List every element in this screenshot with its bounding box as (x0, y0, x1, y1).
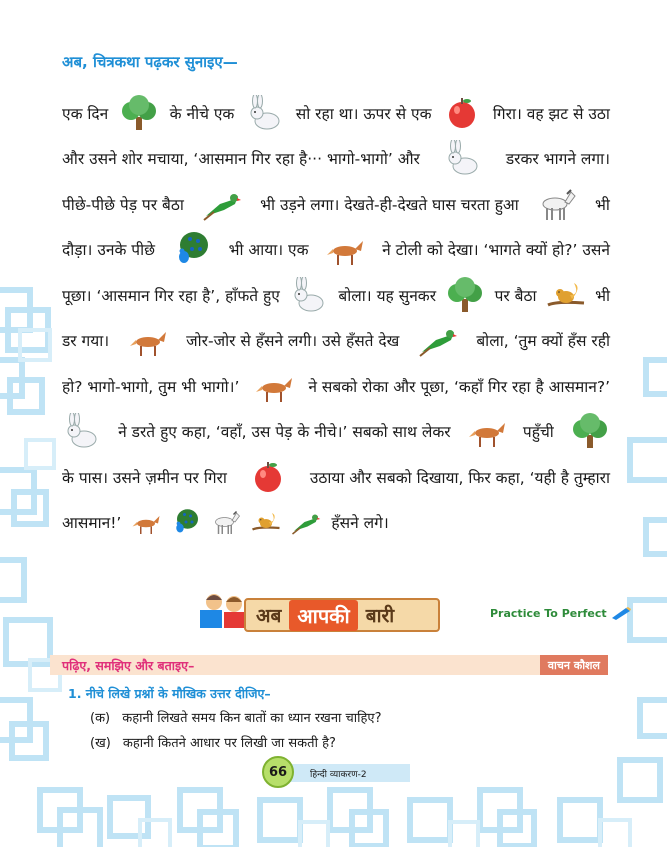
pencil-icon (610, 606, 632, 620)
story-text: पर बैठा (494, 286, 537, 305)
story-text: जोर-जोर से हँसने लगी। उसे हँसते देख (186, 332, 400, 351)
question-text: कहानी लिखते समय किन बातों का ध्यान रखना चाहिए? (122, 711, 382, 726)
fox-icon (467, 413, 507, 449)
book-title: हिन्दी व्याकरण-2 (310, 769, 367, 780)
story-text: दौड़ा। उनके पीछे (62, 241, 155, 260)
story-line-7 (62, 363, 610, 409)
apple-icon (248, 459, 288, 495)
rabbit-icon (289, 277, 329, 313)
story-text: पूछा। ‘आसमान गिर रहा है’, हाँफते हुए (62, 286, 280, 305)
tree-icon (570, 413, 610, 449)
story-line-8 (62, 409, 610, 455)
fox-icon (254, 368, 294, 404)
story-line-5 (62, 272, 610, 318)
practice-to-perfect-label (490, 606, 632, 620)
question-item (90, 733, 336, 751)
banner-word-2: आपकी (289, 600, 357, 631)
story-line-3 (62, 181, 610, 227)
parrot-icon (291, 504, 321, 540)
footer-bar (290, 764, 410, 782)
story-line-2 (62, 136, 610, 182)
story-text: के नीचे एक (169, 104, 235, 123)
page-footer (262, 756, 412, 788)
banner-plate (244, 598, 440, 632)
story-text: भी आया। एक (228, 241, 309, 260)
practice-text: Practice To Perfect (490, 606, 607, 620)
story-text: डरकर भागने लगा। (505, 150, 610, 169)
story-text: भी (595, 195, 610, 214)
parrot-icon (202, 186, 242, 222)
fox-icon (128, 322, 168, 358)
children-reading-icon (198, 588, 250, 634)
tree-icon (119, 95, 159, 131)
story-text: हँसने लगे। (331, 514, 389, 533)
question-label: (ख) (90, 736, 111, 751)
story-text: सो रहा था। ऊपर से एक (295, 104, 432, 123)
tree-icon (445, 277, 485, 313)
story-line-4 (62, 227, 610, 273)
story-text: और उसने शोर मचाया, ‘आसमान गिर रहा है··· भागो-भागो’ और (62, 150, 420, 169)
horse-icon (537, 186, 577, 222)
parrot-icon (418, 322, 458, 358)
rabbit-icon (245, 95, 285, 131)
story-text: ने सबको रोका और पूछा, ‘कहाँ गिर रहा है आसमान?’ (308, 377, 610, 396)
horse-icon (211, 504, 241, 540)
banner-word-1: अब (256, 605, 282, 627)
story-line-10 (62, 500, 610, 546)
page-number: 66 (262, 756, 294, 788)
fox-icon (131, 504, 161, 540)
story-text: गिरा। वह झट से उठा (492, 104, 610, 123)
story-text: आसमान!’ (62, 514, 122, 533)
story-text: के पास। उसने ज़मीन पर गिरा (62, 468, 227, 487)
intro-heading: अब, चित्रकथा पढ़कर सुनाइए— (62, 53, 238, 71)
story-text: डर गया। (62, 332, 110, 351)
story-text: भी (595, 286, 610, 305)
question-heading: 1. नीचे लिखे प्रश्नों के मौखिक उत्तर दीजिए– (68, 686, 271, 701)
section-title: पढ़िए, समझिए और बताइए– (62, 657, 195, 673)
rabbit-icon (62, 413, 102, 449)
story-text: एक दिन (62, 104, 109, 123)
story-passage (62, 90, 610, 545)
story-text: भी उड़ने लगा। देखते-ही-देखते घास चरता हुआ (260, 195, 519, 214)
story-line-6 (62, 318, 610, 364)
squirrel-icon (251, 504, 281, 540)
story-line-1 (62, 90, 610, 136)
your-turn-banner (198, 588, 442, 634)
peacock-icon (172, 231, 212, 267)
question-label: (क) (90, 711, 111, 726)
story-text: ने डरते हुए कहा, ‘वहाँ, उस पेड़ के नीचे।’ सबको साथ लेकर (118, 423, 451, 442)
question-text: कहानी कितने आधार पर लिखी जा सकती है? (122, 736, 336, 751)
banner-word-3: बारी (365, 605, 395, 627)
story-text: बोला। यह सुनकर (338, 286, 437, 305)
story-text: उठाया और सबको दिखाया, फिर कहा, ‘यही है तुम्हारा (309, 468, 610, 487)
fox-icon (325, 231, 365, 267)
story-line-9 (62, 454, 610, 500)
question-item (90, 708, 382, 726)
squirrel-icon (546, 277, 586, 313)
skill-tag: वाचन कौशल (540, 655, 608, 675)
story-text: पहुँची (522, 423, 554, 442)
section-header (50, 655, 608, 675)
rabbit-icon (443, 140, 483, 176)
story-text: ने टोली को देखा। ‘भागते क्यों हो?’ उसने (382, 241, 610, 260)
apple-icon (442, 95, 482, 131)
story-text: पीछे-पीछे पेड़ पर बैठा (62, 195, 184, 214)
peacock-icon (171, 504, 201, 540)
story-text: बोला, ‘तुम क्यों हँस रही (476, 332, 610, 351)
story-text: हो? भागो-भागो, तुम भी भागो।’ (62, 377, 240, 396)
